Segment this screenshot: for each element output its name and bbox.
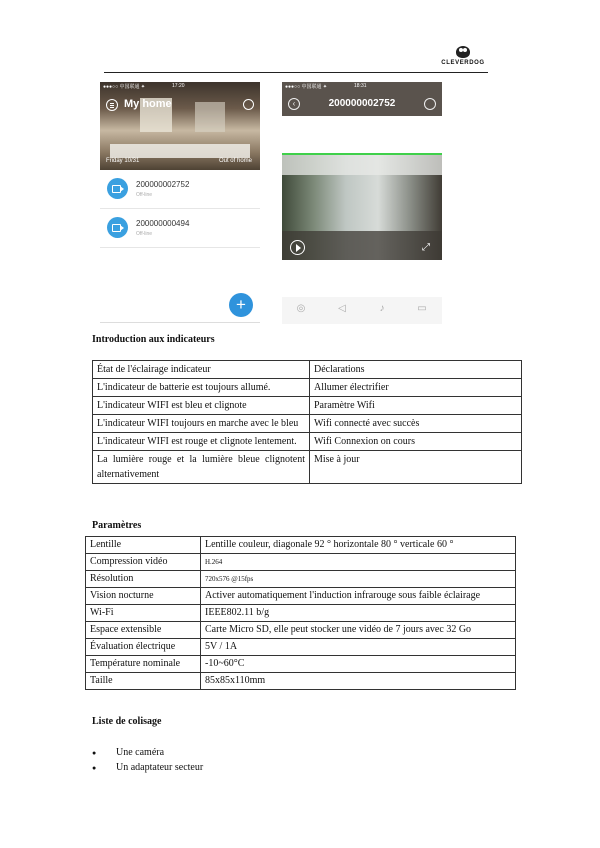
fullscreen-icon[interactable]: ⤢ [422, 242, 430, 253]
live-video-frame[interactable] [282, 153, 442, 260]
section-title-params: Paramètres [92, 520, 142, 531]
home-status: Out of home [218, 158, 252, 164]
dog-logo-icon [456, 46, 470, 58]
home-date: Friday 10/31 [106, 158, 140, 164]
table-cell: État de l'éclairage indicateur [93, 361, 310, 379]
camera-controls [282, 297, 442, 324]
play-icon[interactable] [290, 240, 305, 255]
packing-list [92, 747, 203, 777]
snapshot-icon[interactable]: ◎ [296, 303, 306, 314]
table-cell: Compression vidéo [86, 554, 201, 571]
table-cell: Wifi Connexion on cours [310, 433, 522, 451]
device-id: 200000002752 [136, 180, 190, 189]
status-bar [282, 82, 442, 91]
status-carrier: ●●●○○ 中国联通 ✦ [285, 84, 328, 90]
table-row [86, 673, 516, 690]
table-cell: Mise à jour [310, 451, 522, 484]
table-cell: IEEE802.11 b/g [201, 605, 516, 622]
microphone-icon[interactable]: ♪ [379, 303, 385, 314]
logo-wordmark: CLEVERDOG [441, 60, 485, 66]
table-cell: Déclarations [310, 361, 522, 379]
menu-icon[interactable] [106, 99, 118, 111]
table-cell: Espace extensible [86, 622, 201, 639]
table-cell: Résolution [86, 571, 201, 588]
speaker-mute-icon[interactable]: ◁ [338, 303, 346, 314]
table-cell: H.264 [201, 554, 516, 571]
device-status: Off-line [136, 231, 153, 237]
section-title-indicators: Introduction aux indicateurs [92, 334, 215, 345]
table-cell: 5V / 1A [201, 639, 516, 656]
device-id: 200000000494 [136, 219, 190, 228]
table-cell: Vision nocturne [86, 588, 201, 605]
status-time: 17:20 [172, 83, 185, 89]
table-row [93, 415, 522, 433]
table-cell: L'indicateur WIFI est bleu et clignote [93, 397, 310, 415]
device-list-item[interactable] [100, 209, 260, 248]
camera-header-bar [282, 82, 442, 116]
table-row [86, 554, 516, 571]
camera-title: 200000002752 [328, 98, 396, 109]
table-row [86, 588, 516, 605]
indicators-table [92, 360, 522, 484]
cleverdog-logo [438, 46, 488, 72]
status-time: 18:31 [354, 83, 367, 89]
table-row [86, 639, 516, 656]
back-icon[interactable]: ‹ [288, 98, 300, 110]
home-hero-image [100, 82, 260, 170]
table-cell: 720x576 @15fps [201, 571, 516, 588]
table-cell: L'indicateur WIFI toujours en marche avec le bleu [93, 415, 310, 433]
table-row [86, 571, 516, 588]
table-cell: Carte Micro SD, elle peut stocker une vidéo de 7 jours avec 32 Go [201, 622, 516, 639]
table-cell: L'indicateur WIFI est rouge et clignote lentement. [93, 433, 310, 451]
table-cell: 85x85x110mm [201, 673, 516, 690]
section-title-packing: Liste de colisage [92, 716, 162, 727]
list-item: ● Une caméra [92, 747, 203, 762]
settings-icon[interactable] [243, 99, 254, 110]
table-cell: Allumer électrifier [310, 379, 522, 397]
params-table [85, 536, 516, 690]
table-cell: -10~60°C [201, 656, 516, 673]
status-carrier: ●●●○○ 中国联通 ✦ [103, 84, 146, 90]
table-row [86, 656, 516, 673]
app-screenshot-home [100, 82, 260, 324]
table-row [93, 379, 522, 397]
camera-icon [107, 217, 128, 238]
status-bar [100, 82, 260, 91]
gear-icon[interactable] [424, 98, 436, 110]
table-row [93, 451, 522, 484]
table-row [86, 605, 516, 622]
table-cell: Lentille couleur, diagonale 92 ° horizontale 80 ° verticale 60 ° [201, 537, 516, 554]
list-item: ● Un adaptateur secteur [92, 762, 203, 777]
table-cell: Taille [86, 673, 201, 690]
table-header-row [93, 361, 522, 379]
header-divider [104, 72, 488, 73]
device-status: Off-line [136, 192, 153, 198]
home-title: My home [124, 98, 172, 110]
table-cell: Activer automatiquement l'induction infrarouge sous faible éclairage [201, 588, 516, 605]
table-cell: L'indicateur de batterie est toujours allumé. [93, 379, 310, 397]
table-cell: Évaluation électrique [86, 639, 201, 656]
divider [100, 322, 260, 323]
table-row [86, 622, 516, 639]
record-icon[interactable]: ▭ [417, 303, 427, 314]
table-cell: Wi-Fi [86, 605, 201, 622]
table-row [93, 433, 522, 451]
device-list-item[interactable] [100, 170, 260, 209]
table-cell: Wifi connecté avec succès [310, 415, 522, 433]
table-row [93, 397, 522, 415]
table-cell: La lumière rouge et la lumière bleue clignotent alternativement [93, 451, 310, 484]
table-row [86, 537, 516, 554]
app-screenshot-camera [282, 82, 442, 324]
table-cell: Paramètre Wifi [310, 397, 522, 415]
table-cell: Lentille [86, 537, 201, 554]
add-device-button[interactable]: + [229, 293, 253, 317]
camera-icon [107, 178, 128, 199]
table-cell: Température nominale [86, 656, 201, 673]
